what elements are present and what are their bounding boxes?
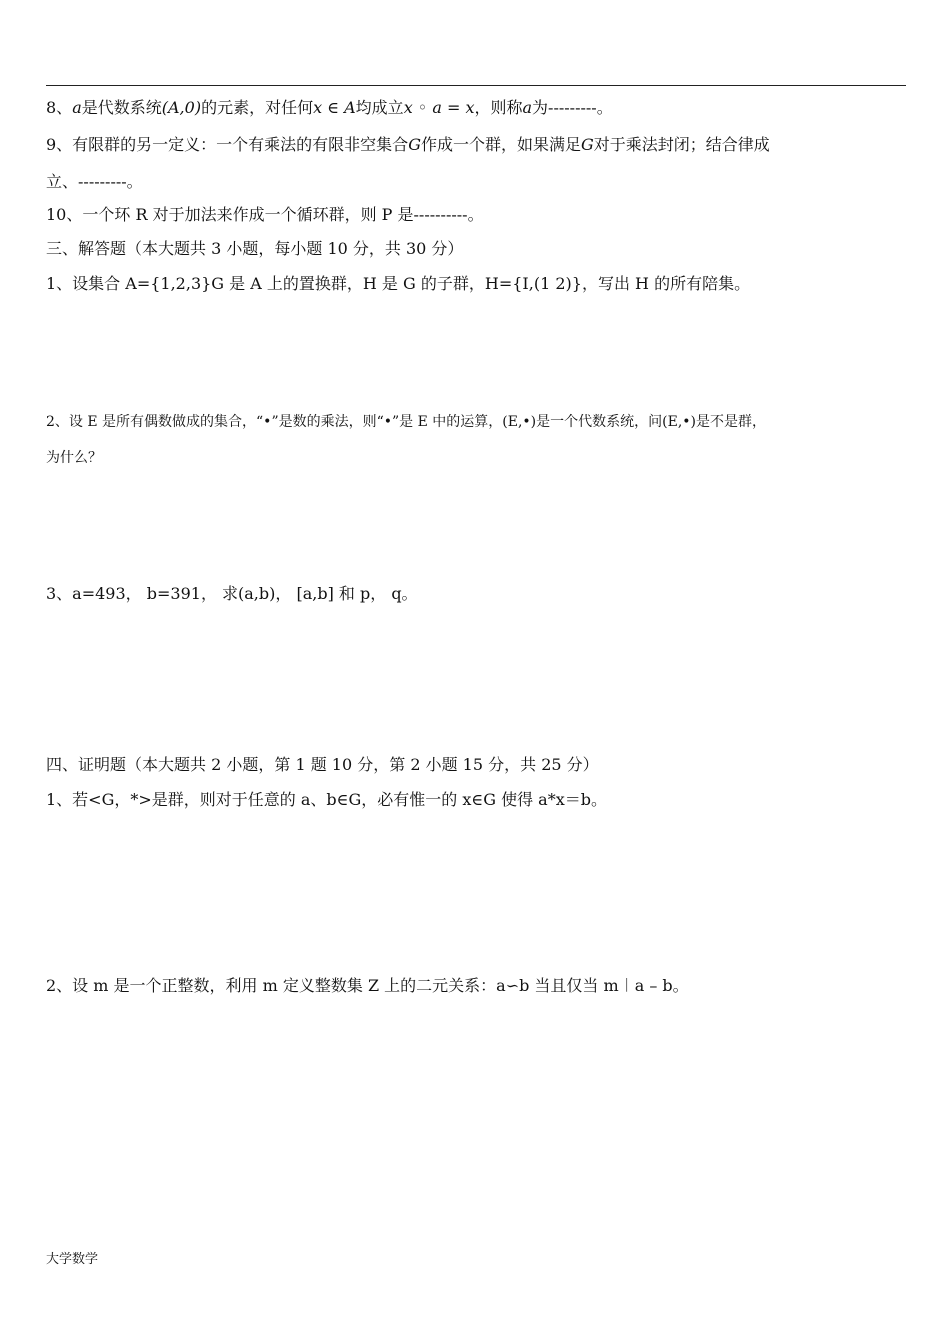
question-9-continuation: 立、---------。 — [46, 172, 143, 191]
q8-math-equation: x ◦ a = x — [403, 98, 475, 117]
section-3-heading: 三、解答题（本大题共 3 小题，每小题 10 分，共 30 分） — [46, 239, 464, 258]
proof-4-2: 2、设 m 是一个正整数，利用 m 定义整数集 Z 上的二元关系：a∽b 当且仅当 m︱a – b。 — [46, 976, 689, 995]
problem-3-2-continuation: 为什么？ — [46, 450, 102, 466]
problem-3-2: 2、设 E 是所有偶数做成的集合，“•”是数的乘法，则“•”是 E 中的运算，(E,•)是一个代数系统，问(E,•)是不是群， — [46, 414, 766, 430]
q9-text-3: 对于乘法封闭；结合律成 — [593, 135, 770, 154]
q9-math-g: G — [408, 135, 421, 154]
q8-text-4: ，则称 — [474, 98, 523, 117]
proof-4-1: 1、若<G，*>是群，则对于任意的 a、b∈G，必有惟一的 x∈G 使得 a*x＝b。 — [46, 790, 607, 809]
problem-3-1: 1、设集合 A={1,2,3}G 是 A 上的置换群，H 是 G 的子群，H={I,(1 2)}，写出 H 的所有陪集。 — [46, 274, 751, 293]
q8-text-1: 是代数系统 — [81, 98, 162, 117]
page-footer: 大学数学 — [46, 1252, 99, 1267]
q8-math-x-in-a: x ∈ A — [313, 98, 356, 117]
question-8-line — [46, 96, 613, 120]
q8-text-5: 为---------。 — [532, 98, 613, 117]
q8-math-a-2: a — [522, 98, 533, 117]
q9-text-2: 作成一个群，如果满足 — [420, 135, 581, 154]
question-10-line: 10、一个环 R 对于加法来作成一个循环群，则 P 是----------。 — [46, 205, 484, 224]
problem-3-3: 3、a=493， b=391， 求(a,b)， [a,b] 和 p， q。 — [46, 584, 418, 603]
section-4-heading: 四、证明题（本大题共 2 小题，第 1 题 10 分，第 2 小题 15 分，共 25 分） — [46, 755, 599, 774]
q8-math-system: (A,0) — [161, 98, 202, 117]
question-9-line — [46, 133, 770, 157]
q8-number: 8、 — [46, 98, 73, 117]
header-rule — [46, 85, 906, 86]
q8-text-3: 均成立 — [355, 98, 404, 117]
q8-math-a: a — [72, 98, 82, 117]
q9-math-g-2: G — [580, 135, 594, 154]
q9-text-1: 9、有限群的另一定义：一个有乘法的有限非空集合 — [46, 135, 409, 154]
q8-text-2: 的元素，对任何 — [201, 98, 314, 117]
